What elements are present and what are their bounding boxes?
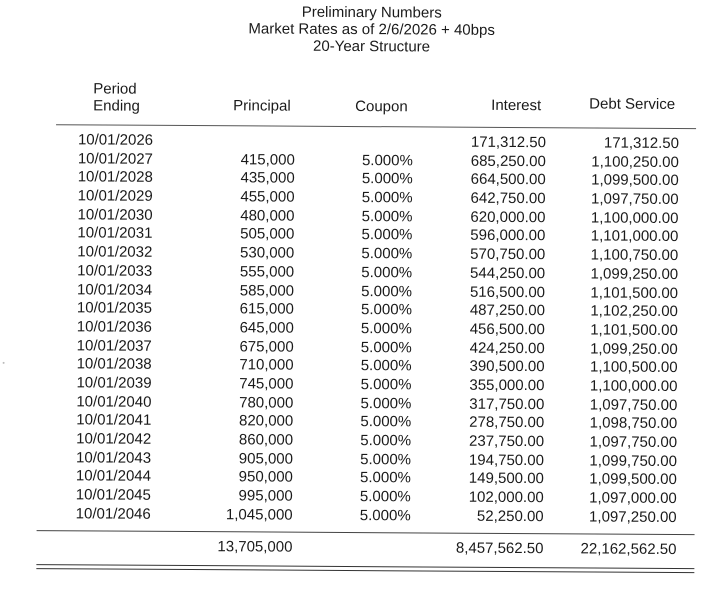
debt-service-cell: 1,100,500.00 bbox=[589, 358, 678, 377]
period-cell: 10/01/2029 bbox=[77, 187, 153, 205]
coupon-cell: 5.000% bbox=[360, 432, 412, 450]
coupon-cell: 5.000% bbox=[361, 151, 413, 170]
period-cell: 10/01/2035 bbox=[76, 299, 153, 317]
principal-cell: 1,045,000 bbox=[225, 505, 293, 524]
title-line-3: 20-Year Structure bbox=[312, 37, 431, 56]
totals-row bbox=[0, 537, 707, 561]
debt-service-cell: 1,099,250.00 bbox=[590, 340, 678, 358]
debt-service-cell: 1,099,500.00 bbox=[589, 470, 677, 489]
debt-service-cell: 1,101,000.00 bbox=[590, 227, 679, 246]
header-debt-service: Debt Service bbox=[589, 95, 676, 113]
principal-cell: 435,000 bbox=[240, 169, 295, 188]
header-period-label: Period bbox=[93, 80, 137, 98]
period-cell: 10/01/2030 bbox=[77, 206, 153, 224]
principal-cell: 480,000 bbox=[240, 207, 295, 225]
coupon-cell: 5.000% bbox=[360, 413, 412, 431]
principal-cell: 585,000 bbox=[239, 281, 295, 300]
debt-service-cell: 1,097,750.00 bbox=[590, 190, 679, 209]
total-debt-service: 22,162,562.50 bbox=[580, 540, 677, 558]
header-period-ending bbox=[93, 80, 140, 114]
interest-cell: 194,750.00 bbox=[468, 451, 545, 469]
period-cell: 10/01/2026 bbox=[77, 131, 154, 149]
debt-service-cell: 1,098,750.00 bbox=[589, 414, 678, 433]
coupon-cell: 5.000% bbox=[361, 207, 413, 226]
debt-service-cell: 1,100,000.00 bbox=[590, 209, 679, 227]
principal-cell: 675,000 bbox=[239, 337, 294, 356]
debt-service-cell: 1,102,250.00 bbox=[590, 302, 678, 321]
interest-cell: 237,750.00 bbox=[469, 432, 545, 451]
debt-service-cell: 1,099,750.00 bbox=[589, 452, 678, 470]
principal-cell: 745,000 bbox=[239, 375, 294, 393]
coupon-cell: 5.000% bbox=[360, 394, 412, 413]
debt-service-cell: 1,100,000.00 bbox=[589, 377, 678, 395]
principal-cell: 415,000 bbox=[240, 151, 295, 169]
total-principal: 13,705,000 bbox=[217, 538, 293, 556]
period-cell: 10/01/2043 bbox=[75, 449, 152, 467]
period-cell: 10/01/2033 bbox=[77, 262, 153, 280]
coupon-cell: 5.000% bbox=[359, 506, 411, 525]
header-coupon: Coupon bbox=[355, 98, 408, 116]
period-cell: 10/01/2042 bbox=[76, 430, 152, 448]
coupon-cell: 5.000% bbox=[361, 301, 412, 319]
principal-cell: 530,000 bbox=[239, 244, 295, 262]
total-rule bbox=[37, 530, 695, 535]
interest-cell: 516,500.00 bbox=[469, 283, 546, 301]
period-cell: 10/01/2031 bbox=[77, 224, 153, 243]
interest-cell: 544,250.00 bbox=[470, 264, 546, 283]
coupon-cell bbox=[331, 133, 413, 134]
coupon-cell: 5.000% bbox=[361, 170, 413, 188]
schedule-rows bbox=[0, 131, 708, 528]
principal-cell: 905,000 bbox=[238, 450, 294, 468]
coupon-cell: 5.000% bbox=[359, 469, 411, 487]
interest-cell: 390,500.00 bbox=[469, 357, 545, 376]
interest-cell: 487,250.00 bbox=[469, 301, 545, 320]
debt-service-cell: 1,097,750.00 bbox=[589, 396, 678, 414]
period-cell: 10/01/2046 bbox=[75, 505, 151, 523]
coupon-cell: 5.000% bbox=[361, 189, 413, 207]
principal-cell: 820,000 bbox=[238, 412, 294, 430]
principal-cell: 780,000 bbox=[239, 393, 294, 412]
coupon-cell: 5.000% bbox=[361, 282, 413, 300]
debt-service-cell: 1,097,250.00 bbox=[589, 508, 677, 526]
debt-service-cell: 1,097,750.00 bbox=[589, 433, 678, 452]
interest-cell: 424,250.00 bbox=[469, 339, 545, 357]
interest-cell: 317,750.00 bbox=[469, 395, 545, 413]
interest-cell: 664,500.00 bbox=[470, 171, 546, 189]
interest-cell: 355,000.00 bbox=[469, 376, 545, 395]
header-principal: Principal bbox=[233, 97, 291, 115]
principal-cell: 615,000 bbox=[239, 300, 294, 318]
period-cell: 10/01/2044 bbox=[75, 467, 152, 486]
debt-service-cell: 1,097,000.00 bbox=[589, 489, 677, 508]
interest-cell: 171,312.50 bbox=[470, 133, 547, 152]
coupon-cell: 5.000% bbox=[360, 338, 412, 356]
title-line-2: Market Rates as of 2/6/2026 + 40bps bbox=[248, 20, 495, 39]
document-title bbox=[211, 3, 531, 56]
coupon-cell: 5.000% bbox=[360, 376, 412, 394]
coupon-cell: 5.000% bbox=[360, 357, 412, 375]
interest-cell: 620,000.00 bbox=[470, 208, 546, 226]
period-cell: 10/01/2028 bbox=[77, 168, 153, 187]
interest-cell: 278,750.00 bbox=[469, 414, 545, 432]
principal-cell: 950,000 bbox=[238, 468, 293, 487]
principal-cell: 455,000 bbox=[240, 188, 295, 206]
coupon-cell: 5.000% bbox=[361, 245, 413, 263]
debt-service-cell: 1,099,500.00 bbox=[591, 171, 679, 190]
interest-cell: 149,500.00 bbox=[468, 470, 544, 488]
period-cell: 10/01/2032 bbox=[77, 243, 153, 261]
total-interest: 8,457,562.50 bbox=[455, 539, 544, 558]
principal-cell: 645,000 bbox=[239, 319, 294, 337]
coupon-cell: 5.000% bbox=[361, 263, 413, 282]
interest-cell: 456,500.00 bbox=[469, 320, 545, 339]
interest-cell: 596,000.00 bbox=[470, 227, 546, 245]
coupon-cell: 5.000% bbox=[359, 488, 411, 506]
debt-service-cell: 1,101,500.00 bbox=[590, 321, 678, 339]
coupon-cell: 5.000% bbox=[361, 226, 413, 244]
principal-cell bbox=[191, 132, 295, 133]
period-cell: 10/01/2039 bbox=[76, 374, 152, 392]
period-cell: 10/01/2037 bbox=[76, 336, 152, 355]
principal-cell: 860,000 bbox=[238, 431, 294, 449]
period-cell: 10/01/2041 bbox=[76, 411, 152, 430]
interest-cell: 685,250.00 bbox=[470, 152, 546, 170]
header-interest: Interest bbox=[491, 96, 542, 115]
interest-cell: 52,250.00 bbox=[476, 507, 544, 525]
title-line-1: Preliminary Numbers bbox=[301, 3, 442, 22]
scan-speck bbox=[3, 362, 5, 364]
principal-cell: 995,000 bbox=[238, 487, 293, 505]
interest-cell: 570,750.00 bbox=[470, 245, 546, 264]
coupon-cell: 5.000% bbox=[360, 319, 412, 338]
debt-service-cell: 171,312.50 bbox=[603, 134, 680, 153]
period-cell: 10/01/2034 bbox=[77, 280, 153, 299]
coupon-cell: 5.000% bbox=[360, 450, 412, 469]
debt-service-cell: 1,101,500.00 bbox=[590, 283, 679, 302]
interest-cell: 102,000.00 bbox=[468, 488, 544, 507]
principal-cell: 505,000 bbox=[240, 225, 295, 244]
interest-cell: 642,750.00 bbox=[470, 189, 546, 208]
period-cell: 10/01/2040 bbox=[76, 392, 152, 411]
principal-cell: 710,000 bbox=[239, 356, 294, 374]
header-ending-label: Ending bbox=[93, 97, 140, 115]
period-cell: 10/01/2038 bbox=[76, 355, 152, 374]
period-cell: 10/01/2036 bbox=[76, 318, 152, 336]
debt-service-cell: 1,100,750.00 bbox=[590, 246, 679, 265]
period-cell: 10/01/2045 bbox=[75, 486, 151, 504]
principal-cell: 555,000 bbox=[239, 263, 295, 281]
double-rule-bottom bbox=[36, 568, 694, 573]
table-row bbox=[0, 505, 707, 528]
period-cell: 10/01/2027 bbox=[77, 150, 153, 168]
header-rule bbox=[56, 124, 696, 129]
debt-service-cell: 1,099,250.00 bbox=[590, 265, 679, 283]
debt-service-cell: 1,100,250.00 bbox=[591, 153, 679, 171]
